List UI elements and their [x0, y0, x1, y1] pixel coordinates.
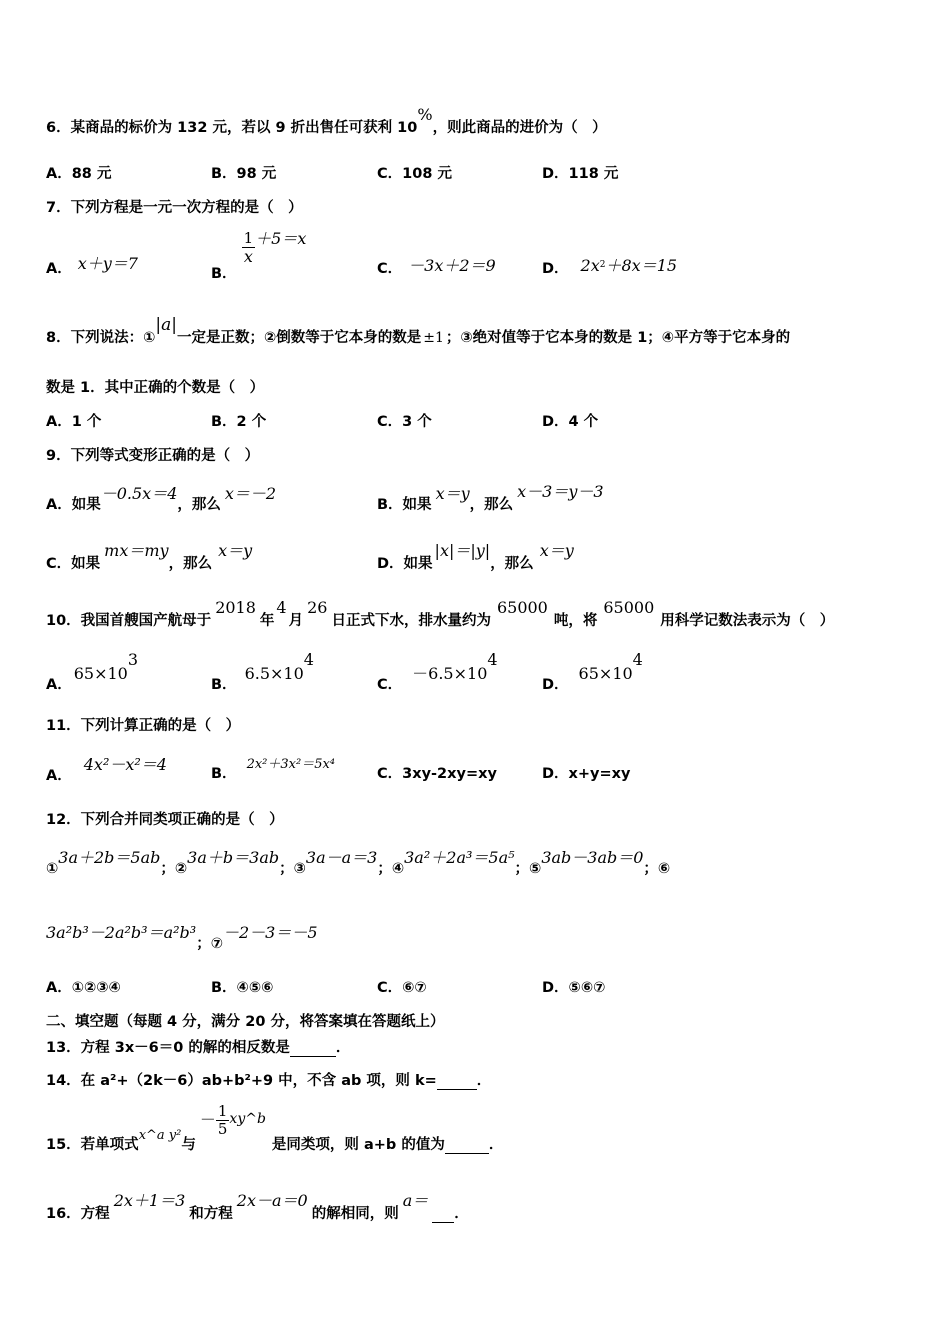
q7-option-d: D． $2x^2+8x=15$	[542, 256, 678, 277]
q11-option-b: B．2x²＋3x²＝5x⁴	[211, 757, 336, 782]
q10-option-d: D．$65\times 10^4$	[542, 650, 643, 693]
q12-choices-line1: ①3a＋2b＝5ab；②3a＋b＝3ab；③3a－a＝3；④3a²＋2a³＝5a⁵；⑤3ab－3ab＝0；⑥	[46, 848, 671, 877]
q10-option-a: A．$65\times 10^3$	[46, 650, 139, 693]
q6-option-d: D．118 元	[542, 166, 619, 182]
q8-line2: 数是 1．其中正确的个数是（ ）	[46, 380, 265, 396]
q9-stem: 9．下列等式变形正确的是（ ）	[46, 448, 260, 464]
q12-option-c: C．⑥⑦	[377, 980, 427, 996]
q16-stem: 16．方程2x＋1＝3和方程2x－a＝0的解相同，则a＝ ．	[46, 1191, 469, 1222]
q9-option-b: B．如果x＝y，那么x－3＝y－3	[377, 482, 604, 513]
q8-option-b: B．2 个	[211, 414, 267, 430]
q9-option-a: A．如果－0.5x＝4，那么x＝－2	[46, 484, 277, 513]
q12-option-d: D．⑤⑥⑦	[542, 980, 606, 996]
answer-blank[interactable]	[290, 1040, 336, 1057]
q6-option-c: C．108 元	[377, 166, 452, 182]
abs-a-expr: |a|	[155, 315, 177, 335]
q8-line1: 8．下列说法：①|a|一定是正数；②倒数等于它本身的数是 ±1 ；③绝对值等于它本身的数是 1；④平方等于它本身的	[46, 315, 791, 346]
q12-stem: 12．下列合并同类项正确的是（ ）	[46, 812, 284, 828]
q12-option-b: B．④⑤⑥	[211, 980, 274, 996]
answer-blank[interactable]	[432, 1206, 454, 1223]
q12-option-a: A．①②③④	[46, 980, 121, 996]
percent-sign: %	[417, 105, 433, 124]
q8-option-c: C．3 个	[377, 414, 432, 430]
fraction-1-over-x: $\frac{1}{x}$	[243, 229, 254, 266]
q9-option-d: D．如果|x|＝|y|，那么x＝y	[377, 541, 574, 572]
q14-stem: 14．在 a²+（2k－6）ab+b²+9 中，不含 ab 项，则 k= ．	[46, 1073, 492, 1089]
answer-blank[interactable]	[437, 1073, 477, 1090]
q8-option-d: D．4 个	[542, 414, 599, 430]
q7-option-b: B． $\frac{1}{x}$ ＋5＝x	[211, 228, 307, 282]
q10-stem: 10．我国首艘国产航母于2018年4月26日正式下水，排水量约为65000吨，将65000用科学记数法表示为（ ）	[46, 598, 835, 629]
q11-option-c: C．3xy-2xy=xy	[377, 766, 497, 782]
q11-stem: 11．下列计算正确的是（ ）	[46, 718, 241, 734]
q11-option-d: D．x+y=xy	[542, 766, 631, 782]
q11-option-a: A．4x²－x²＝4	[46, 755, 167, 784]
q15-stem: 15．若单项式x^a y²与－ $\frac{1}{5}$ xy^b是同类项，则 a+b 的值为 ．	[46, 1102, 504, 1153]
q12-choices-line2: 3a²b³－2a²b³＝a²b³；⑦－2－3＝－5	[46, 923, 318, 952]
section-heading-fill-in: 二、填空题（每题 4 分，满分 20 分，将答案填在答题纸上）	[46, 1014, 445, 1030]
q8-option-a: A．1 个	[46, 414, 102, 430]
q10-option-c: C．$-6.5\times 10^4$	[377, 650, 498, 693]
q10-option-b: B．$6.5\times 10^4$	[211, 650, 314, 693]
q7-stem: 7．下列方程是一元一次方程的是（ ）	[46, 200, 303, 216]
q13-stem: 13．方程 3x－6＝0 的解的相反数是 ．	[46, 1040, 351, 1056]
fraction-1-over-5: $\frac{1}{5}$	[217, 1102, 228, 1138]
q6-stem: 6．某商品的标价为 132 元，若以 9 折出售任可获利 10%，则此商品的进价为（ ）	[46, 105, 607, 136]
answer-blank[interactable]	[445, 1137, 489, 1154]
q9-option-c: C．如果mx＝my，那么x＝y	[46, 541, 253, 572]
q6-option-a: A．88 元	[46, 166, 112, 182]
q7-option-a: A． x＋y＝7	[46, 254, 138, 277]
q6-option-b: B．98 元	[211, 166, 277, 182]
q7-option-c: C． －3x＋2＝9	[377, 256, 496, 277]
